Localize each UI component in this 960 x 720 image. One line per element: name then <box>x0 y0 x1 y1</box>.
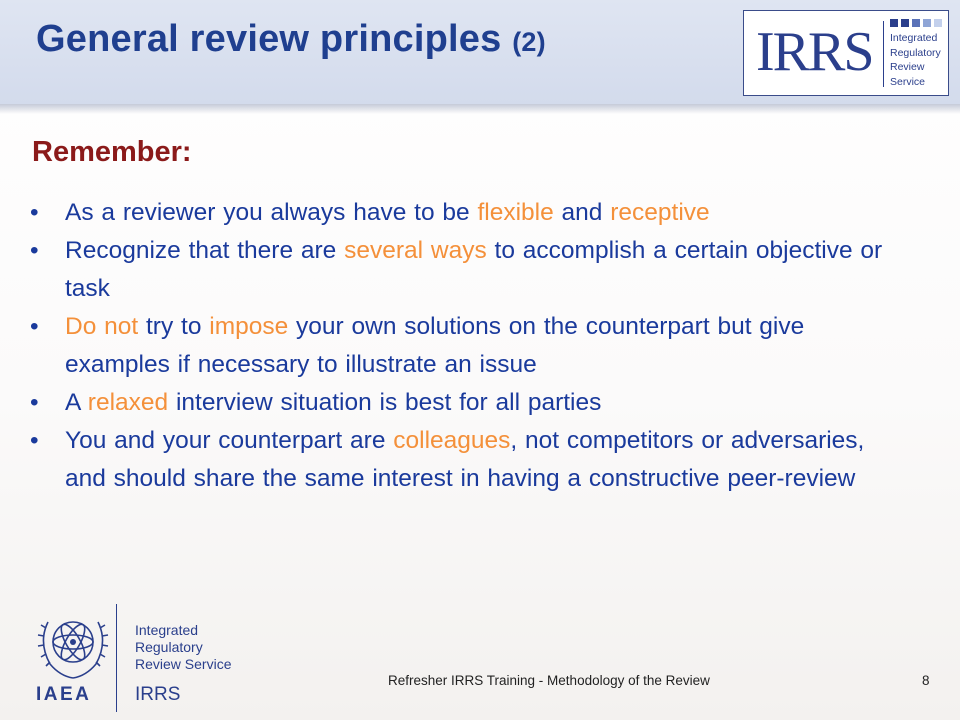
bullet-dot-icon: • <box>30 199 39 226</box>
footer-logo-line: Integrated <box>135 622 199 638</box>
highlighted-text: receptive <box>610 199 710 226</box>
bullet-text: your own solutions on the counterpart but give examples if necessary to illustrate an issue <box>65 313 805 378</box>
bullet-dot-icon: • <box>30 427 39 454</box>
irrs-logo-divider <box>883 21 884 87</box>
bullet-text: As a reviewer you always have to be <box>65 199 478 226</box>
highlighted-text: several ways <box>344 237 487 264</box>
highlighted-text: impose <box>209 313 289 340</box>
irrs-logo-line: Regulatory <box>890 46 941 59</box>
bullet-text: and <box>553 199 611 226</box>
iaea-footer-logo <box>30 604 240 714</box>
irrs-logo-squares-icon <box>890 18 946 28</box>
page-number: 8 <box>922 673 930 688</box>
bullet-text: A <box>65 389 88 416</box>
footer-logo-line: Regulatory <box>135 639 203 655</box>
iaea-wordmark: IAEA <box>36 684 92 705</box>
bullet-dot-icon: • <box>30 237 39 264</box>
bullet-text: You and your counterpart are <box>65 427 394 454</box>
irrs-logo-line: Integrated <box>890 32 938 44</box>
bullet-text: interview situation is best for all parties <box>168 389 602 416</box>
bullet-item <box>30 384 910 422</box>
highlighted-text: relaxed <box>87 389 169 416</box>
slide-title-text: General review principles <box>36 18 502 60</box>
bullet-item <box>30 194 910 232</box>
slide-title <box>36 18 546 61</box>
bullet-dot-icon: • <box>30 313 39 340</box>
bullet-item <box>30 232 910 308</box>
header-shadow <box>0 104 960 114</box>
irrs-logo <box>743 10 949 96</box>
irrs-logo-line: Service <box>890 75 926 88</box>
slide-title-number: (2) <box>512 27 546 57</box>
footer-caption: Refresher IRRS Training - Methodology of the Review <box>388 673 710 688</box>
bullet-text: try to <box>138 313 210 340</box>
footer-logo-divider <box>116 604 117 712</box>
bullet-text: to accomplish a certain objective or task <box>65 237 883 302</box>
bullet-dot-icon: • <box>30 389 39 416</box>
footer-logo-line: Review Service <box>135 656 232 672</box>
remember-heading: Remember: <box>32 136 192 168</box>
footer-irrs-acronym: IRRS <box>135 684 181 705</box>
bullet-item <box>30 308 910 384</box>
irrs-logo-line: Review <box>890 61 925 73</box>
irrs-logo-text <box>890 31 941 89</box>
highlighted-text: Do not <box>65 313 139 340</box>
bullet-text: Recognize that there are <box>65 237 345 264</box>
bullet-item <box>30 422 910 498</box>
bullet-text: , not competitors or adversaries, and should share the same interest in having a constructive peer-review <box>65 427 865 492</box>
bullet-list <box>30 194 910 498</box>
footer-logo-text <box>135 622 231 673</box>
highlighted-text: flexible <box>477 199 554 226</box>
irrs-logo-wordmark: IRRS <box>756 21 873 83</box>
iaea-emblem-icon <box>34 606 112 682</box>
highlighted-text: colleagues <box>393 427 511 454</box>
